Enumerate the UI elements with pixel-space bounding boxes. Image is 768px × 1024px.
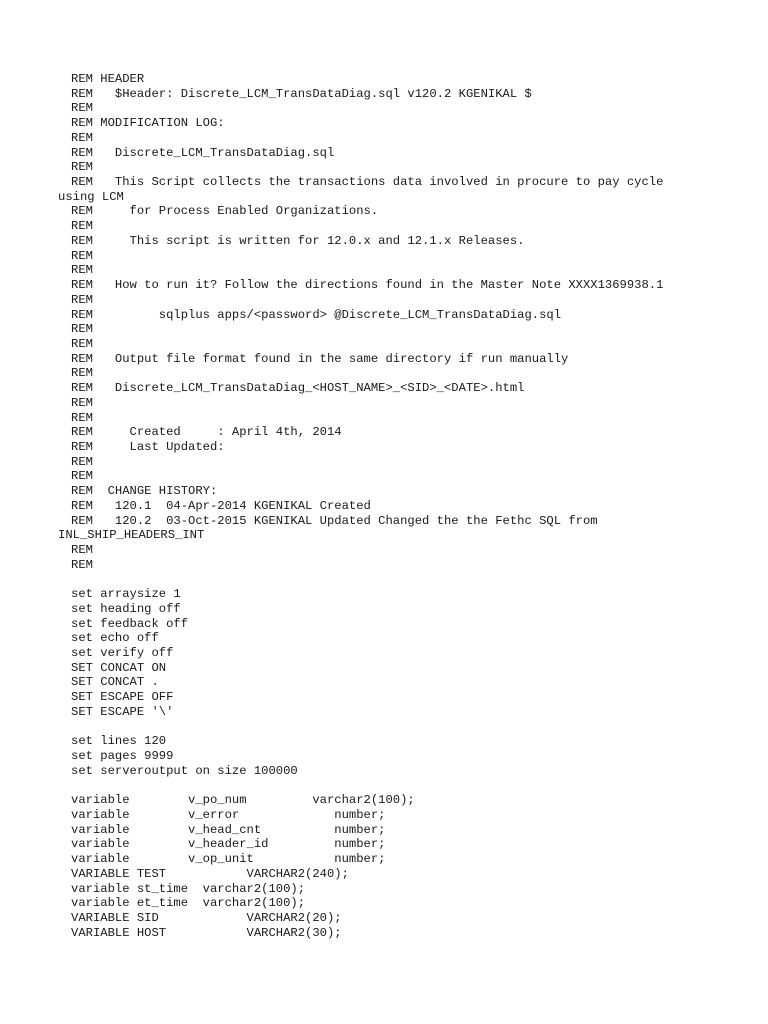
code-line: REM Created : April 4th, 2014 [71, 425, 342, 440]
code-line: variable v_header_id number; [71, 837, 386, 852]
code-line: REM [71, 454, 93, 469]
code-line: REM This script is written for 12.0.x and 12.1.x Releases. [71, 233, 525, 248]
code-line: SET CONCAT . [71, 675, 159, 690]
code-line: set echo off [71, 631, 159, 646]
code-line: REM Output file format found in the same directory if run manually [71, 351, 569, 366]
code-line: REM for Process Enabled Organizations. [71, 204, 379, 219]
code-line: variable st_time varchar2(100); [71, 881, 306, 896]
code-line: VARIABLE HOST VARCHAR2(30); [71, 925, 342, 940]
code-line: REM [71, 395, 93, 410]
code-line: variable v_po_num varchar2(100); [71, 793, 415, 808]
code-line: set arraysize 1 [71, 587, 181, 602]
code-line: variable v_op_unit number; [71, 852, 386, 867]
code-line: REM CHANGE HISTORY: [71, 484, 218, 499]
code-line: REM [71, 219, 93, 234]
code-line: REM Last Updated: [71, 439, 225, 454]
code-line: REM Discrete_LCM_TransDataDiag_<HOST_NAME>_<SID>_<DATE>.html [71, 381, 525, 396]
code-line: REM [71, 469, 93, 484]
code-line: set verify off [71, 646, 174, 661]
code-line: SET ESCAPE OFF [71, 690, 174, 705]
code-line: REM [71, 160, 93, 175]
code-line: REM This Script collects the transactions data involved in procure to pay cycle [71, 175, 664, 190]
code-line: VARIABLE SID VARCHAR2(20); [71, 910, 342, 925]
code-line: REM sqlplus apps/<password> @Discrete_LCM_TransDataDiag.sql [71, 307, 562, 322]
code-line: using LCM [58, 189, 124, 204]
code-line: REM [71, 366, 93, 381]
code-line [71, 720, 721, 735]
sql-script-document [58, 72, 721, 940]
code-line: set pages 9999 [71, 749, 174, 764]
code-line: set lines 120 [71, 734, 167, 749]
code-line: set serveroutput on size 100000 [71, 763, 298, 778]
code-line: variable v_error number; [71, 807, 386, 822]
code-line: REM [71, 263, 93, 278]
code-line: REM [71, 557, 93, 572]
code-line: REM MODIFICATION LOG: [71, 116, 225, 131]
code-line: REM [71, 130, 93, 145]
code-line: REM $Header: Discrete_LCM_TransDataDiag.sql v120.2 KGENIKAL $ [71, 86, 532, 101]
code-line: REM HEADER [71, 72, 145, 86]
code-line: REM [71, 543, 93, 557]
code-line: VARIABLE TEST VARCHAR2(240); [71, 866, 349, 881]
code-line: SET CONCAT ON [71, 660, 167, 675]
code-line [71, 779, 721, 794]
code-line: set feedback off [71, 616, 189, 631]
code-line: REM [71, 410, 93, 425]
code-line [71, 572, 721, 587]
code-line: REM [71, 248, 93, 263]
code-line: REM 120.2 03-Oct-2015 KGENIKAL Updated Changed the the Fethc SQL from [71, 513, 598, 528]
code-line: REM [71, 101, 93, 116]
code-line: REM Discrete_LCM_TransDataDiag.sql [71, 145, 335, 160]
code-line: variable et_time varchar2(100); [71, 896, 306, 911]
code-line: REM [71, 292, 93, 307]
code-line: INL_SHIP_HEADERS_INT [58, 528, 205, 543]
code-line: SET ESCAPE '\' [71, 704, 174, 719]
code-line: REM 120.1 04-Apr-2014 KGENIKAL Created [71, 498, 371, 513]
code-line: REM [71, 322, 93, 337]
code-line: variable v_head_cnt number; [71, 822, 386, 837]
code-line: REM [71, 336, 93, 351]
code-line: REM How to run it? Follow the directions found in the Master Note XXXX1369938.1 [71, 278, 664, 293]
code-line: set heading off [71, 601, 181, 616]
